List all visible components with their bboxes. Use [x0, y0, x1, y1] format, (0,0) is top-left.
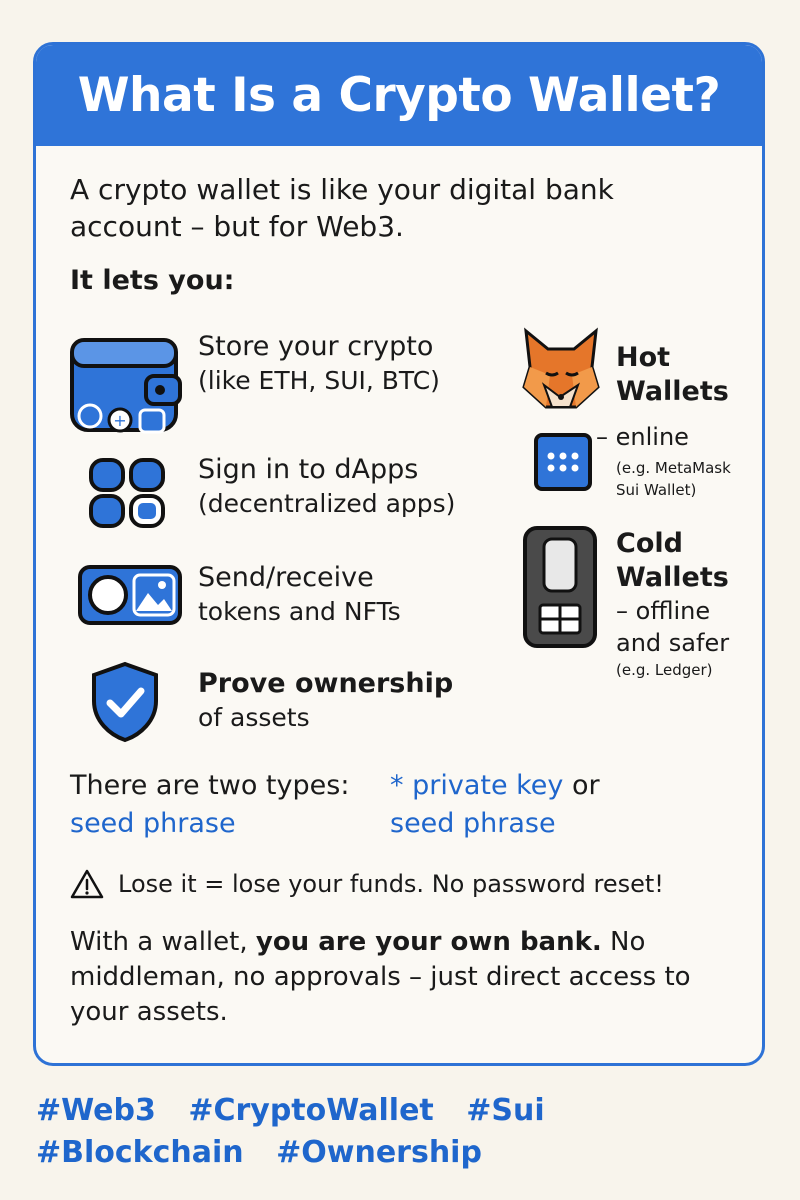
cold-wallets-example: (e.g. Ledger) — [616, 661, 713, 679]
hot-wallets-title-2: Wallets — [616, 376, 729, 407]
warning-row — [70, 869, 664, 899]
hashtag[interactable]: #CryptoWallet — [188, 1093, 434, 1128]
shield-check-icon — [90, 661, 160, 743]
cold-wallets-desc-2: and safer — [616, 629, 730, 657]
feature-title: Sign in to dApps — [198, 454, 419, 485]
lets-you-heading: It lets you: — [70, 265, 235, 296]
hot-wallets-example-1: (e.g. MetaMask — [616, 459, 731, 477]
types-right — [390, 767, 600, 843]
hashtag[interactable]: #Ownership — [276, 1135, 482, 1170]
feature-subtitle: (decentralized apps) — [198, 489, 456, 518]
hashtag[interactable]: #Web3 — [36, 1093, 156, 1128]
intro-text: A crypto wallet is like your digital bank account – but for Web3. — [70, 173, 614, 243]
svg-text:+: + — [113, 411, 127, 430]
feature-title: Prove ownership — [198, 668, 454, 699]
hot-wallets-desc: – enline — [596, 423, 689, 451]
page-title: What Is a Crypto Wallet? — [77, 68, 721, 123]
hot-wallets-example-2: Sui Wallet) — [616, 481, 697, 499]
bullet-asterisk: * — [390, 770, 404, 801]
hashtag[interactable]: #Blockchain — [36, 1135, 244, 1170]
cold-wallets-title-2: Wallets — [616, 562, 729, 593]
types-left — [70, 767, 349, 843]
feature-title: Store your crypto — [198, 331, 434, 362]
outro-bold: you are your own bank. — [255, 927, 602, 957]
private-key-link[interactable]: private key — [412, 770, 564, 801]
outro-lead: With a wallet, — [70, 927, 248, 957]
metamask-fox-icon — [520, 327, 602, 413]
outro-rest: No middleman, no approvals – just direct access to your assets. — [70, 927, 691, 1027]
card-header — [36, 45, 762, 146]
feature-subtitle: (like ETH, SUI, BTC) — [198, 366, 440, 395]
outro-text — [70, 925, 750, 1030]
or-text: or — [572, 770, 600, 801]
wallet-icon — [68, 330, 188, 442]
seed-phrase-link-2[interactable]: seed phrase — [390, 808, 556, 839]
warning-text: Lose it = lose your funds. No password reset! — [118, 870, 664, 898]
info-card — [33, 42, 765, 1066]
hot-wallets-title-1: Hot — [616, 342, 671, 373]
hashtag-list — [36, 1090, 756, 1174]
apps-grid-icon — [88, 457, 168, 529]
feature-title: Send/receive — [198, 562, 374, 593]
cold-wallets-desc-1: – offline — [616, 597, 711, 625]
feature-subtitle: of assets — [198, 703, 310, 732]
cold-wallets-title-1: Cold — [616, 528, 683, 559]
seed-phrase-link[interactable]: seed phrase — [70, 808, 236, 839]
types-prefix: There are two types: — [70, 770, 350, 801]
hashtag[interactable]: #Sui — [466, 1093, 545, 1128]
hardware-wallet-icon — [522, 525, 598, 649]
feature-subtitle: tokens and NFTs — [198, 597, 401, 626]
phone-wallet-icon — [533, 432, 593, 492]
token-nft-icon — [76, 563, 186, 627]
warning-icon — [70, 869, 104, 899]
